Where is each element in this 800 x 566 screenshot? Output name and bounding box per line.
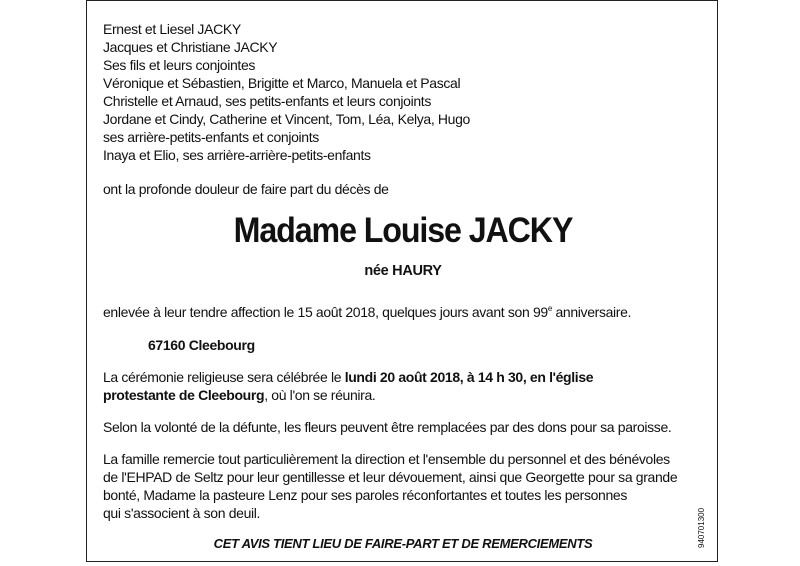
- taken-after: anniversaire.: [551, 304, 632, 320]
- thanks-line: bonté, Madame la pasteure Lenz pour ses paroles réconfortantes et toutes les personnes: [103, 487, 628, 503]
- ceremony-part1: La cérémonie religieuse sera célébrée le: [103, 369, 345, 385]
- family-line: Jacques et Christiane JACKY: [103, 39, 278, 55]
- taken-main: enlevée à leur tendre affection le 15 août 2018, quelques jours avant son 99: [103, 304, 548, 320]
- family-line: ses arrière-petits-enfants et conjoints: [103, 129, 319, 145]
- maiden-name: née HAURY: [364, 263, 442, 279]
- ceremony-place: protestante de Cleebourg: [103, 387, 265, 403]
- family-line: Jordane et Cindy, Catherine et Vincent, Tom, Léa, Kelya, Hugo: [103, 111, 470, 127]
- family-line: Ses fils et leurs conjointes: [103, 57, 256, 73]
- family-line: Ernest et Liesel JACKY: [103, 21, 241, 37]
- announce-text: ont la profonde douleur de faire part du décès de: [103, 181, 389, 197]
- thanks-line: de l'EHPAD de Seltz pour leur gentillesse et leur dévouement, ainsi que Georgette pour sa grande: [103, 469, 678, 485]
- ceremony-line-2: [103, 387, 375, 404]
- taken-text: [103, 304, 631, 321]
- location: 67160 Cleebourg: [148, 337, 255, 353]
- family-line: Véronique et Sébastien, Brigitte et Marco, Manuela et Pascal: [103, 75, 461, 91]
- reference-number: 940701300: [697, 507, 706, 548]
- flowers-text: Selon la volonté de la défunte, les fleurs peuvent être remplacées par des dons pour sa paroisse.: [103, 419, 672, 435]
- family-line: Christelle et Arnaud, ses petits-enfants et leurs conjoints: [103, 93, 431, 109]
- family-line: Inaya et Elio, ses arrière-arrière-petits-enfants: [103, 147, 371, 163]
- deceased-name: Madame Louise JACKY: [233, 211, 573, 250]
- thanks-line: qui s'associent à son deuil.: [103, 505, 261, 521]
- ceremony-line-1: [103, 369, 593, 386]
- footer-notice: CET AVIS TIENT LIEU DE FAIRE-PART ET DE REMERCIEMENTS: [213, 536, 593, 551]
- ordinal-suffix: e: [547, 304, 552, 313]
- ceremony-date: lundi 20 août 2018, à 14 h 30, en l'église: [344, 369, 594, 385]
- announcement-frame: [86, 0, 718, 562]
- ceremony-part2: , où l'on se réunira.: [264, 387, 376, 403]
- thanks-line: La famille remercie tout particulièrement la direction et l'ensemble du personnel et des bénévoles: [103, 451, 670, 467]
